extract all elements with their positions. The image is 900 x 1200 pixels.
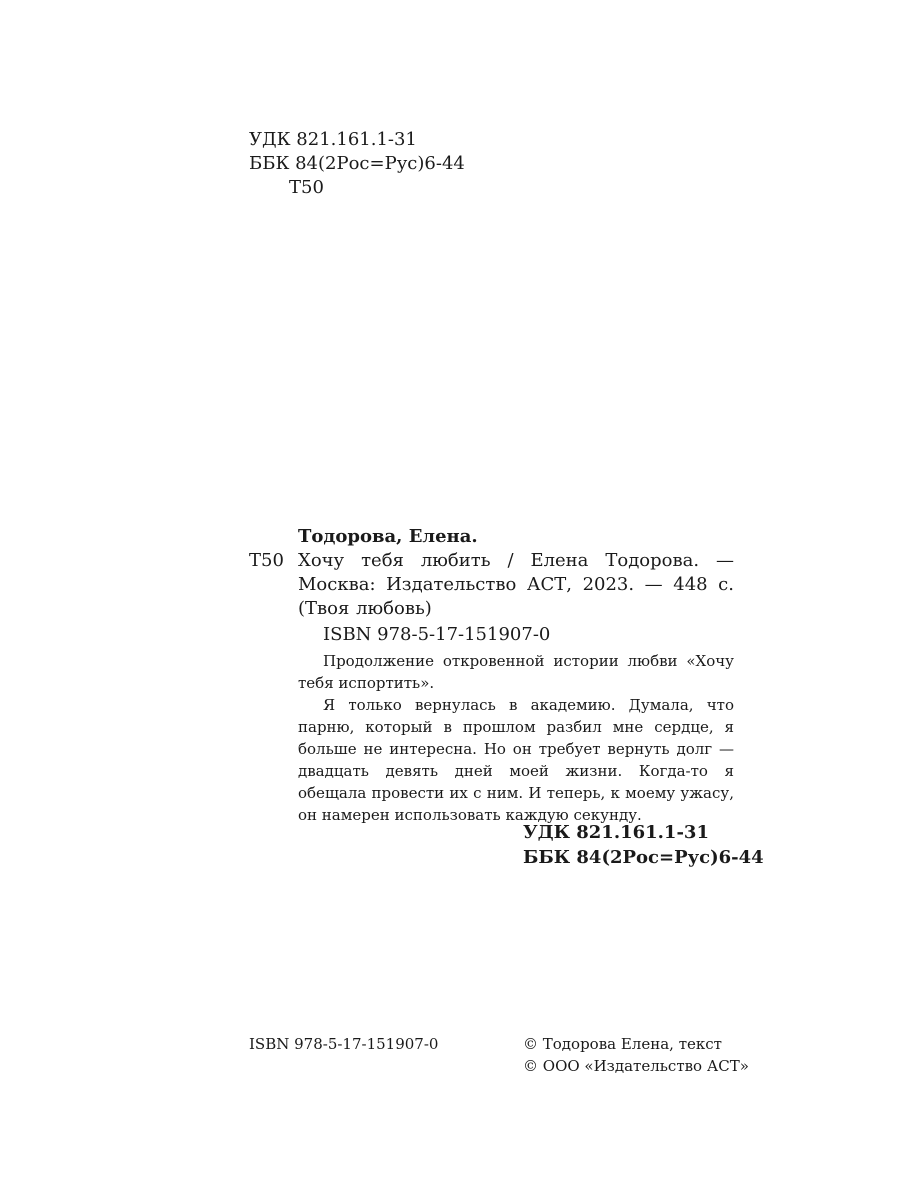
catalog-annotation [298,650,734,826]
annotation-paragraph: Я только вернулась в академию. Думала, что парню, который в прошлом разбил мне сердце, я больше не интересна. Но он требует вернуть долг — двадцать девять дней моей жизни. Когда-то я обещала провести их с ним. И теперь, к моему ужасу, он намерен использовать каждую секунду. [298,696,734,824]
copyright-block [523,1033,749,1077]
catalog-bbk-code: ББК 84(2Рос=Рус)6-44 [523,847,764,868]
footer-isbn: ISBN 978-5-17-151907-0 [249,1035,439,1053]
catalog-author-mark: Т50 [249,550,284,571]
catalog-udk-code: УДК 821.161.1-31 [523,822,709,843]
catalog-title-entry: Хочу тебя любить / Елена Тодорова. — Москва: Издательство АСТ, 2023. — 448 с. (Твоя любовь) [298,550,734,619]
catalog-isbn: ISBN 978-5-17-151907-0 [323,624,551,645]
catalog-classification [523,820,764,870]
udk-code: УДК 821.161.1-31 [249,129,417,150]
copyright-author: © Тодорова Елена, текст [523,1035,722,1053]
catalog-author: Тодорова, Елена. [298,526,478,547]
copyright-publisher: © ООО «Издательство АСТ» [523,1057,749,1075]
top-classification [249,128,465,200]
annotation-paragraph: Продолжение откровенной истории любви «Хочу тебя испортить». [298,652,734,692]
bbk-code: ББК 84(2Рос=Рус)6-44 [249,153,465,174]
author-mark: Т50 [289,177,324,198]
